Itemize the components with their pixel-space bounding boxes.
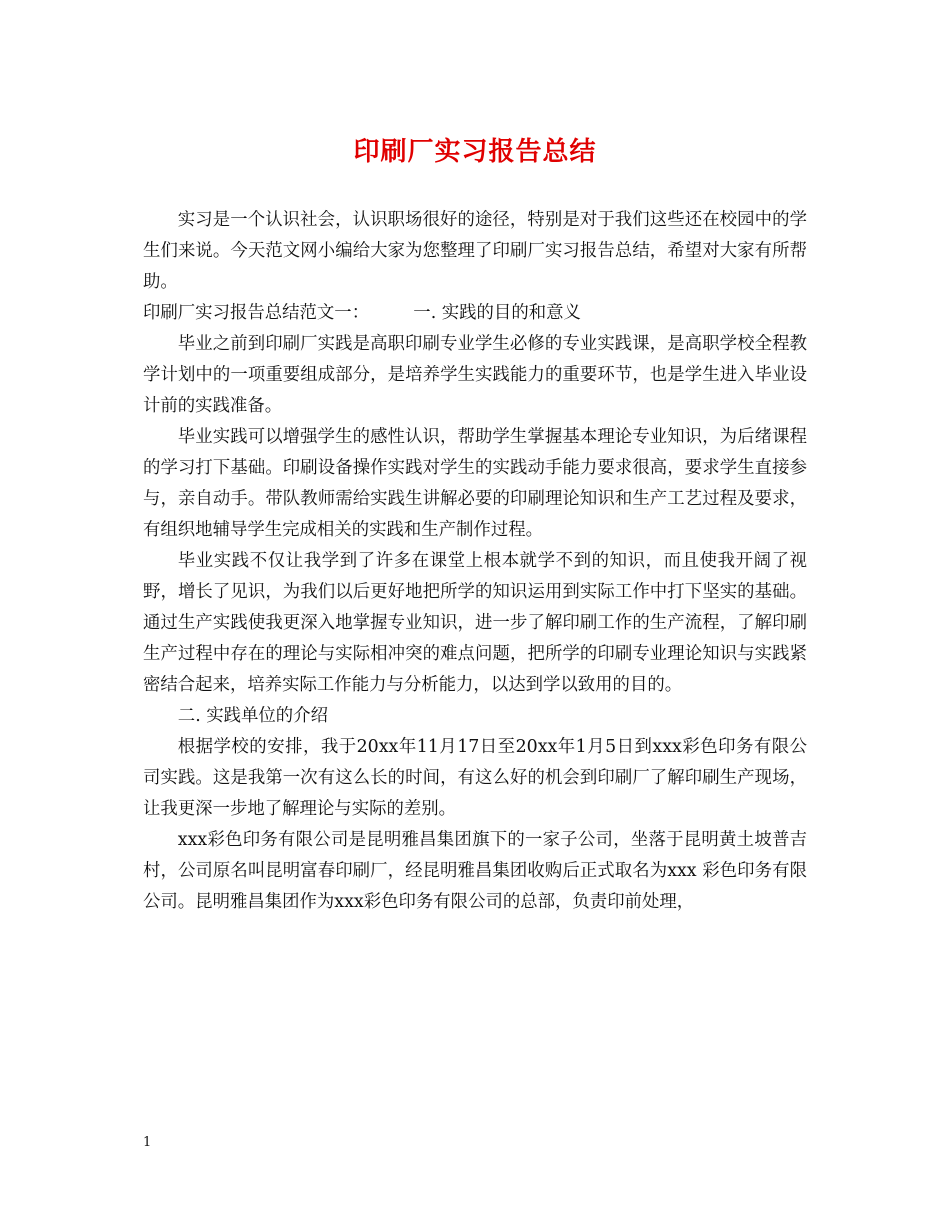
paragraph-intro: 实习是一个认识社会，认识职场很好的途径，特别是对于我们这些还在校园中的学生们来说。今天范文网小编给大家为您整理了印刷厂实习报告总结，希望对大家有所帮助。 <box>143 210 807 292</box>
document-title: 印刷厂实习报告总结 <box>353 137 597 167</box>
paragraph-arrangement: 根据学校的安排，我于20xx年11月17日至20xx年1月5日到xxx彩色印务有限公司实践。这是我第一次有这么长的时间，有这么好的机会到印刷厂了解印刷生产现场，让我更深一步地了解理论与实际的差别。 <box>143 737 807 819</box>
paragraph-benefits: 毕业实践不仅让我学到了许多在课堂上根本就学不到的知识，而且使我开阔了视野，增长了见识，为我们以后更好地把所学的知识运用到实际工作中打下坚实的基础。通过生产实践使我更深入地掌握专业知识，进一步了解印刷工作的生产流程，了解印刷生产过程中存在的理论与实际相冲突的难点问题，把所学的印刷专业理论知识与实践紧密结合起来，培养实际工作能力与分析能力，以达到学以致用的目的。 <box>143 551 807 695</box>
paragraph-perceptual: 毕业实践可以增强学生的感性认识，帮助学生掌握基本理论专业知识，为后绪课程的学习打下基础。印刷设备操作实践对学生的实践动手能力要求很高，要求学生直接参与，亲自动手。带队教师需给实践生讲解必要的印刷理论知识和生产工艺过程及要求，有组织地辅导学生完成相关的实践和生产制作过程。 <box>143 427 807 540</box>
paragraph-section-heading-1: 印刷厂实习报告总结范文一： 一. 实践的目的和意义 <box>143 303 581 323</box>
document-body <box>143 205 807 918</box>
page-number: 1 <box>143 1135 152 1150</box>
paragraph-section-heading-2: 二. 实践单位的介绍 <box>177 706 328 726</box>
paragraph-company: xxx彩色印务有限公司是昆明雅昌集团旗下的一家子公司，坐落于昆明黄土坡普吉村，公司原名叫昆明富春印刷厂，经昆明雅昌集团收购后正式取名为xxx 彩色印务有限公司。昆明雅昌集团作为xxx彩色印务有限公司的总部，负责印前处理， <box>143 830 807 912</box>
paragraph-purpose: 毕业之前到印刷厂实践是高职印刷专业学生必修的专业实践课，是高职学校全程教学计划中的一项重要组成部分，是培养学生实践能力的重要环节，也是学生进入毕业设计前的实践准备。 <box>143 334 807 416</box>
